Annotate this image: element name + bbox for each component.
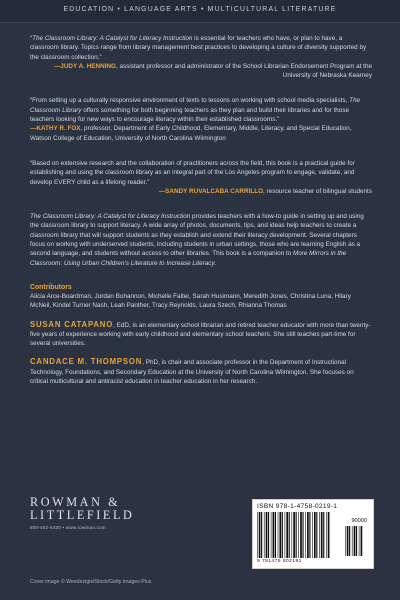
endorser-name: —SANDY RUVALCABA CARRILLO <box>158 187 264 195</box>
quote-attribution-3 <box>30 187 372 196</box>
endorser-role: , assistant professor and administrator of the School Librarian Endorsement Program at the University of Nebraska Kearney <box>116 62 372 80</box>
price-code: 90000 <box>351 518 367 524</box>
quote-attribution-1 <box>30 62 372 81</box>
endorser-name: —JUDY A. HENNING <box>53 62 116 70</box>
author-bio-text: , EdD, is an elementary school librarian and retired teacher educator with more than twenty-five years of experience working with early childhood and elementary school teachers. She still teaches part-time for several universities. <box>30 321 371 348</box>
endorser-name: —KATHY R. FOX <box>30 125 81 133</box>
book-title-ref: The Classroom Library: A Catalyst for Literacy Instruction <box>30 213 191 221</box>
author-bio-1 <box>30 320 372 349</box>
quote-attribution-2 <box>30 124 372 143</box>
contributors-list: Alicia Arce-Boardman, Jordan Bohannon, Michelle Falter, Sarah Husimann, Meredith Jones, Christina Luna, Hilary McNeil, Kindel Turner Nash, Leah Panther, Tracy Reynolds, Laura Szech, Rhianna Thomas <box>30 292 351 310</box>
endorsement-quote-1 <box>30 34 372 62</box>
isbn-number: ISBN 978-1-4758-0219-1 <box>257 503 338 510</box>
price-barcode-icon <box>345 526 367 556</box>
endorsement-quote-2 <box>30 96 372 124</box>
barcode-digits: 9 781475 802191 <box>257 559 302 564</box>
author-name: CANDACE M. THOMPSON <box>30 357 143 367</box>
barcode-bars-icon <box>257 512 343 558</box>
contributors-heading: Contributors <box>30 283 72 291</box>
quote-text: is essential for teachers who have, or plan to have, a classroom library. Topics range from library management best practices to developing a culture of diversity supported by the classroom collection.” <box>30 35 367 61</box>
cover-text <box>30 34 372 386</box>
companion-title: More Mirrors in the Classroom: Using Urban Children’s Literature to Increase Literacy <box>30 250 347 267</box>
isbn-barcode <box>252 499 374 569</box>
quote-text: “ <box>30 35 33 42</box>
endorser-role: , resource teacher of bilingual students <box>263 187 372 195</box>
endorsement-quote-3 <box>30 159 372 187</box>
quote-text: “Based on extensive research and the collaboration of practitioners across the field, this book is a practical guide for establishing and using the classroom library as an integral part of the Los Angeles program to engage, validate, and develop EVERY child as a lifelong reader.” <box>30 159 355 186</box>
publisher-name-line2: LITTLEFIELD <box>30 508 135 522</box>
book-title-ref: The Classroom Library <box>30 97 361 114</box>
publisher-logo <box>30 496 134 530</box>
publisher-contact: 800-462-6420 • www.rowman.com <box>30 525 106 530</box>
author-name: SUSAN CATAPANO <box>30 319 114 329</box>
book-description: The Classroom Library: A Catalyst for Literacy Instruction provides teachers with a how-to guide in setting up and using the classroom library to support literacy. A wide array of photos, documents, tips, and ideas help teachers to create a classroom library that will support students as they establish and extend their literacy development. Several chapters focus on working with underserved students, including students in urban settings, those who are learning English as a second language, and students without access to other libraries. This book is a companion to More Mirrors in the Classroom: Using Urban Children’s Literature to Increase Literacy. <box>30 213 364 267</box>
subject-banner <box>0 0 400 23</box>
book-title-ref: The Classroom Library: A Catalyst for Literacy Instruction <box>32 35 193 42</box>
cover-image-credit: Cover image © Weedezign/iStock/Getty Images Plus <box>30 579 152 585</box>
endorser-role: , professor, Department of Early Childhood, Elementary, Middle, Literacy, and Special Education, Watson College of Education, University of North Carolina Wilmington <box>30 125 352 142</box>
author-bio-2 <box>30 357 372 386</box>
quote-text: offers something for both beginning teachers as they plan and build their libraries and for those teachers looking for new ways to encourage literacy within their established classrooms.” <box>30 106 350 124</box>
description-text: provides teachers with a how-to guide in setting up and using the classroom library to support literacy. A wide array of photos, documents, tips, and ideas help teachers to create a classroom library that will support students as they establish and extend their literacy development. Several chapters focus on working with underserved students, including students in urban settings, those who are learning English as a second language, and students without access to other libraries. This book is a companion to <box>30 213 364 258</box>
publisher-name-line1: ROWMAN & <box>30 495 121 509</box>
quote-text: “From setting up a culturally responsive environment of texts to lessons on working with school media specialists, <box>30 97 350 105</box>
subject-categories: EDUCATION • LANGUAGE ARTS • MULTICULTURAL LITERATURE <box>63 6 337 13</box>
author-bio-text: , PhD, is chair and associate professor in the Department of Instructional Technology, Foundations, and Secondary Education at the University of North Carolina Wilmington. She focuses on critical multicultural and antiracist education in teacher education in her research. <box>30 359 354 386</box>
